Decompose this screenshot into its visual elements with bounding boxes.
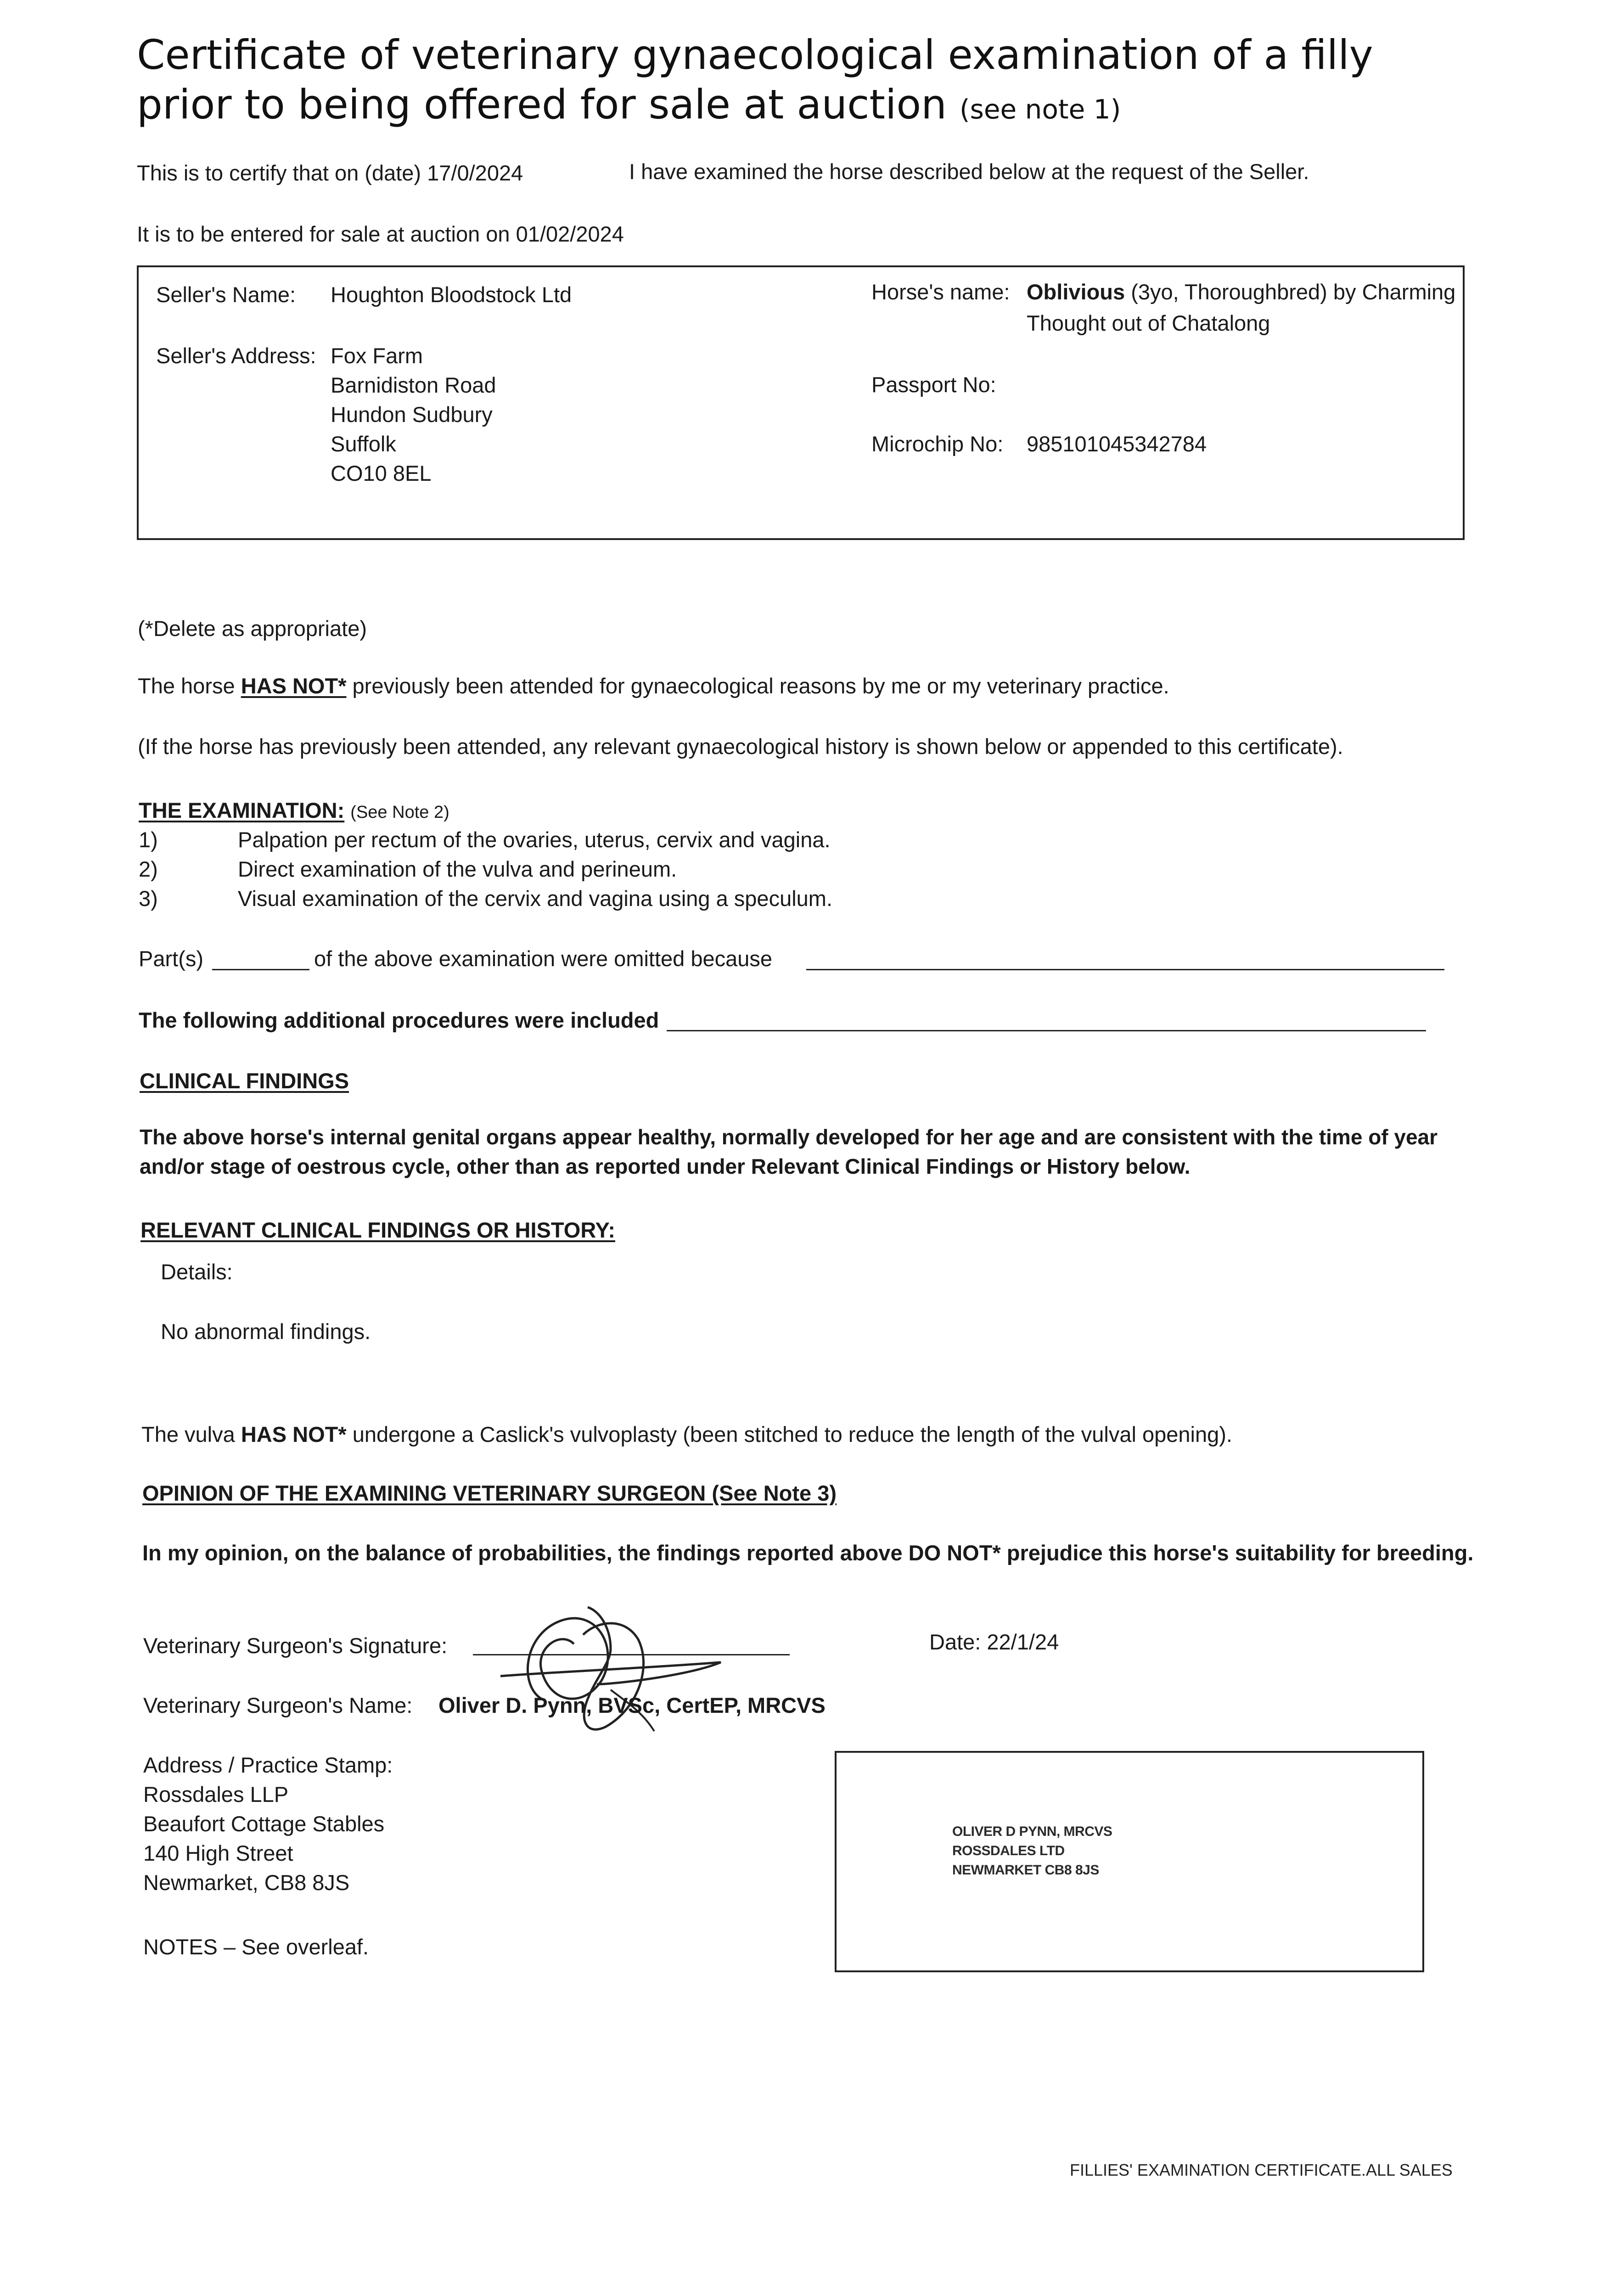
relevant-findings-heading: RELEVANT CLINICAL FINDINGS OR HISTORY: — [140, 1218, 616, 1242]
vulva-statement: The vulva HAS NOT* undergone a Caslick's vulvoplasty (been stitched to reduce the length of the vulval opening). — [141, 1422, 1232, 1446]
horse-details-line-2: Thought out of Chatalong — [1027, 311, 1270, 335]
clinical-findings-text: The above horse's internal genital organs appear healthy, normally developed for her age and are consistent with the time of year and/or stage of oestrous cycle, other than as reported under Relevant Clinical Findings or History below. — [140, 1125, 1438, 1178]
surgeon-name-label: Veterinary Surgeon's Name: — [143, 1693, 413, 1717]
history-note: (If the horse has previously been attended, any relevant gynaecological history is shown below or appended to this certificate). — [138, 734, 1343, 759]
auction-line: It is to be entered for sale at auction on 01/02/2024 — [137, 222, 624, 246]
attended-status: HAS NOT* — [241, 674, 347, 698]
horse-name-label: Horse's name: — [871, 280, 1010, 304]
practice-address: Address / Practice Stamp: Rossdales LLP Beaufort Cottage Stables 140 High Street Newmarket, CB8 8JS — [143, 1753, 393, 1895]
exam-date: 17/0/2024 — [427, 161, 523, 185]
horse-name-line: Oblivious (3yo, Thoroughbred) by Charming — [1027, 280, 1456, 304]
notes-reference: NOTES – See overleaf. — [143, 1935, 369, 1959]
footer-label: FILLIES' EXAMINATION CERTIFICATE.ALL SALES — [1070, 2161, 1453, 2179]
list-item: 1) Palpation per rectum of the ovaries, uterus, cervix and vagina. — [139, 827, 831, 852]
horse-name: Oblivious — [1027, 280, 1125, 304]
opinion-heading: OPINION OF THE EXAMINING VETERINARY SURGEON (See Note 3) — [142, 1481, 837, 1505]
details-text: No abnormal findings. — [161, 1319, 371, 1344]
title-line-1: Certificate of veterinary gynaecological examination of a filly — [137, 31, 1373, 79]
omitted-parts-line — [212, 969, 309, 970]
delete-note: (*Delete as appropriate) — [138, 616, 367, 641]
signature-date: Date: 22/1/24 — [929, 1630, 1059, 1654]
seller-name: Houghton Bloodstock Ltd — [331, 282, 572, 307]
certificate-title — [137, 30, 1373, 134]
microchip-number: 985101045342784 — [1027, 432, 1207, 456]
list-item: 2) Direct examination of the vulva and perineum. — [139, 857, 677, 881]
opinion-text: In my opinion, on the balance of probabilities, the findings reported above DO NOT* prejudice this horse's suitability for breeding. — [142, 1541, 1474, 1565]
practice-stamp: OLIVER D PYNN, MRCVS ROSSDALES LTD NEWMARKET CB8 8JS — [952, 1824, 1112, 1878]
omitted-reason-line — [806, 969, 1444, 970]
clinical-findings-heading: CLINICAL FINDINGS — [140, 1069, 349, 1093]
omitted-prefix: Part(s) — [139, 946, 203, 971]
additional-procedures: The following additional procedures were included — [139, 1008, 659, 1032]
signature-scribble — [491, 1593, 767, 1750]
certify-suffix: I have examined the horse described below at the request of the Seller. — [629, 159, 1309, 184]
vulva-status: HAS NOT* — [241, 1422, 347, 1446]
examination-heading: THE EXAMINATION: (See Note 2) — [139, 798, 449, 822]
practice-stamp-box — [835, 1751, 1424, 1972]
details-label: Details: — [161, 1260, 233, 1284]
seller-address-label: Seller's Address: — [156, 343, 316, 368]
certify-line: This is to certify that on (date) 17/0/2024 — [137, 161, 523, 185]
passport-label: Passport No: — [871, 372, 996, 397]
additional-procedures-line — [667, 1030, 1426, 1031]
surgeon-name: Oliver D. Pynn, BVSc, CertEP, MRCVS — [438, 1693, 826, 1717]
title-note: (see note 1) — [960, 94, 1121, 125]
microchip-label: Microchip No: — [871, 432, 1004, 456]
seller-name-label: Seller's Name: — [156, 282, 296, 307]
title-line-2: prior to being offered for sale at auction (see note 1) — [137, 81, 1121, 128]
list-item: 3) Visual examination of the cervix and vagina using a speculum. — [139, 886, 833, 911]
omitted-middle: of the above examination were omitted because — [314, 946, 773, 971]
seller-address: Fox Farm Barnidiston Road Hundon Sudbury Suffolk CO10 8EL — [331, 343, 496, 485]
auction-date: 01/02/2024 — [516, 222, 624, 246]
attended-statement: The horse HAS NOT* previously been attended for gynaecological reasons by me or my veterinary practice. — [138, 674, 1169, 698]
signature-label: Veterinary Surgeon's Signature: — [143, 1633, 448, 1658]
examination-list — [139, 825, 832, 913]
